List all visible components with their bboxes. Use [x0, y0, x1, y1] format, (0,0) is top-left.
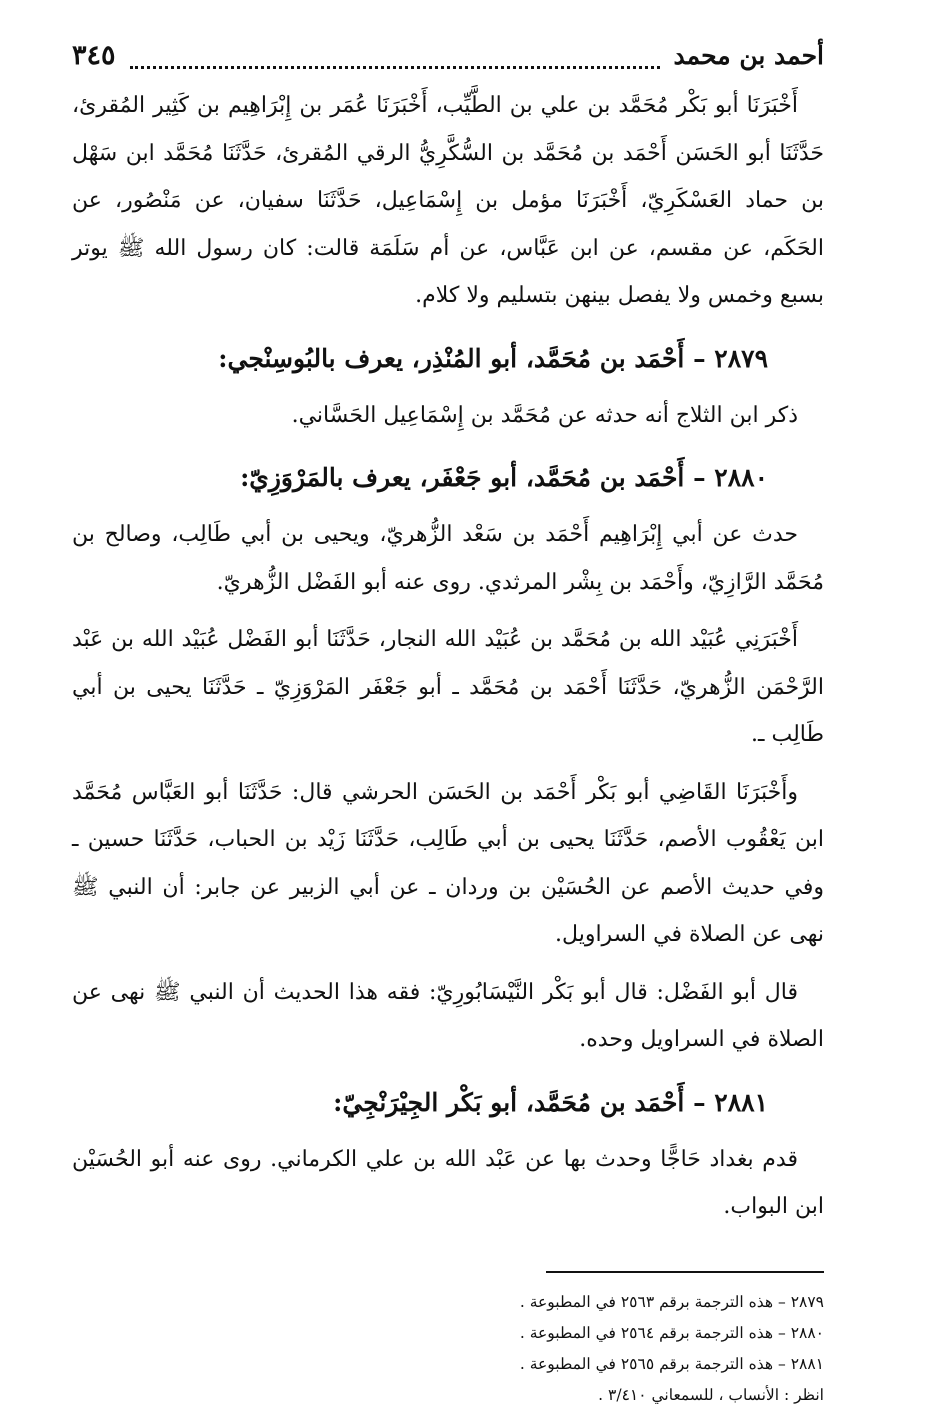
footnote: انظر : الأنساب ، للسمعاني ٣/٤١٠ . — [598, 1385, 824, 1404]
text-paragraph: حدث عن أبي إِبْرَاهِيم أَحْمَد بن سَعْد الزُّهريّ، ويحيى بن أبي طَالِب، وصالح بن مُحَمَّد الرَّازِيّ، وأَحْمَد بن بِشْر المرثدي. روى عنه أبو الفَضْل الزُّهريّ. — [72, 522, 824, 595]
paragraph-gap — [72, 759, 824, 769]
entry-heading-2881: ٢٨٨١ – أَحْمَد بن مُحَمَّد، أبو بَكْر الجِيْرَنْجِيّ: — [333, 1087, 768, 1117]
entry-heading-2880: ٢٨٨٠ – أَحْمَد بن مُحَمَّد، أبو جَعْفَر، يعرف بالمَرْوَزِيّ: — [240, 463, 768, 492]
footnote-separator — [546, 1271, 824, 1273]
text-paragraph: قدم بغداد حَاجًّا وحدث بها عن عَبْد الله بن علي الكرماني. روى عنه أبو الحُسَيْن ابن البواب. — [72, 1146, 824, 1219]
text-paragraph: أَخْبَرَنَا أبو بَكْر مُحَمَّد بن علي بن الطَّيِّب، أَخْبَرَنَا عُمَر بن إِبْرَاهِيم بن كَثِير المُقرئ، حَدَّثَنَا أبو الحَسَن أَحْمَد بن مُحَمَّد بن السُّكَّرِيُّ الرقي المُقرئ، حَدَّثَنَا مُحَمَّد ابن سَهْل بن حماد العَسْكَرِيّ، أَخْبَرَنَا مؤمل بن إِسْمَاعِيل، حَدَّثَنَا سفيان، عن مَنْصُور، عن الحَكَم، عن مقسم، عن ابن عَبَّاس، عن أم سَلَمَة قالت: كان رسول الله ﷺ يوتر بسبع وخمس ولا يفصل بينهن بتسليم ولا كلام. — [72, 93, 824, 308]
text-paragraph: أَخْبَرَنِي عُبَيْد الله بن مُحَمَّد بن عُبَيْد الله النجار، حَدَّثَنَا أبو الفَضْل عُبَيْد الله بن عَبْد الرَّحْمَن الزُّهريّ، حَدَّثَنَا أَحْمَد بن مُحَمَّد ـ أبو جَعْفَر المَرْوَزِيّ ـ حَدَّثَنَا يحيى بن أبي طَالِب ـ. — [72, 627, 824, 747]
running-head — [72, 28, 824, 82]
footnote: ٢٨٨١ – هذه الترجمة برقم ٢٥٦٥ في المطبوعة . — [519, 1354, 824, 1373]
footnote: ٢٨٨٠ – هذه الترجمة برقم ٢٥٦٤ في المطبوعة . — [519, 1323, 824, 1342]
text-paragraph: قال أبو الفَضْل: قال أبو بَكْر النَّيْسَابُورِيّ: فقه هذا الحديث أن النبي ﷺ نهى عن الصلاة في السراويل وحده. — [72, 979, 824, 1052]
running-head-title: أحمد بن محمد — [673, 40, 824, 70]
text-paragraph: ذكر ابن الثلاج أنه حدثه عن مُحَمَّد بن إِسْمَاعِيل الحَسَّاني. — [291, 402, 798, 428]
paragraph-gap — [72, 606, 824, 616]
footnote: ٢٨٧٩ – هذه الترجمة برقم ٢٥٦٣ في المطبوعة . — [519, 1292, 824, 1311]
text-paragraph: وأَخْبَرَنَا القَاضِي أبو بَكْر أَحْمَد بن الحَسَن الحرشي قال: حَدَّثَنَا أبو العَبَّاس مُحَمَّد ابن يَعْقُوب الأصم، حَدَّثَنَا يحيى بن أبي طَالِب، حَدَّثَنَا زَيْد بن الحباب، حَدَّثَنَا حسين ـ وفي حديث الأصم عن الحُسَيْن بن وردان ـ عن أبي الزبير عن جابر: أن النبي ﷺ نهى عن الصلاة في السراويل. — [72, 779, 824, 947]
leader-dots — [130, 52, 660, 69]
document-page — [72, 28, 824, 1404]
entry-heading-2879: ٢٨٧٩ – أَحْمَد بن مُحَمَّد، أبو المُنْذِر، يعرف بالبُوسِنْجي: — [218, 343, 768, 373]
page-number: ٣٤٥ — [72, 39, 116, 71]
paragraph-gap — [72, 959, 824, 969]
